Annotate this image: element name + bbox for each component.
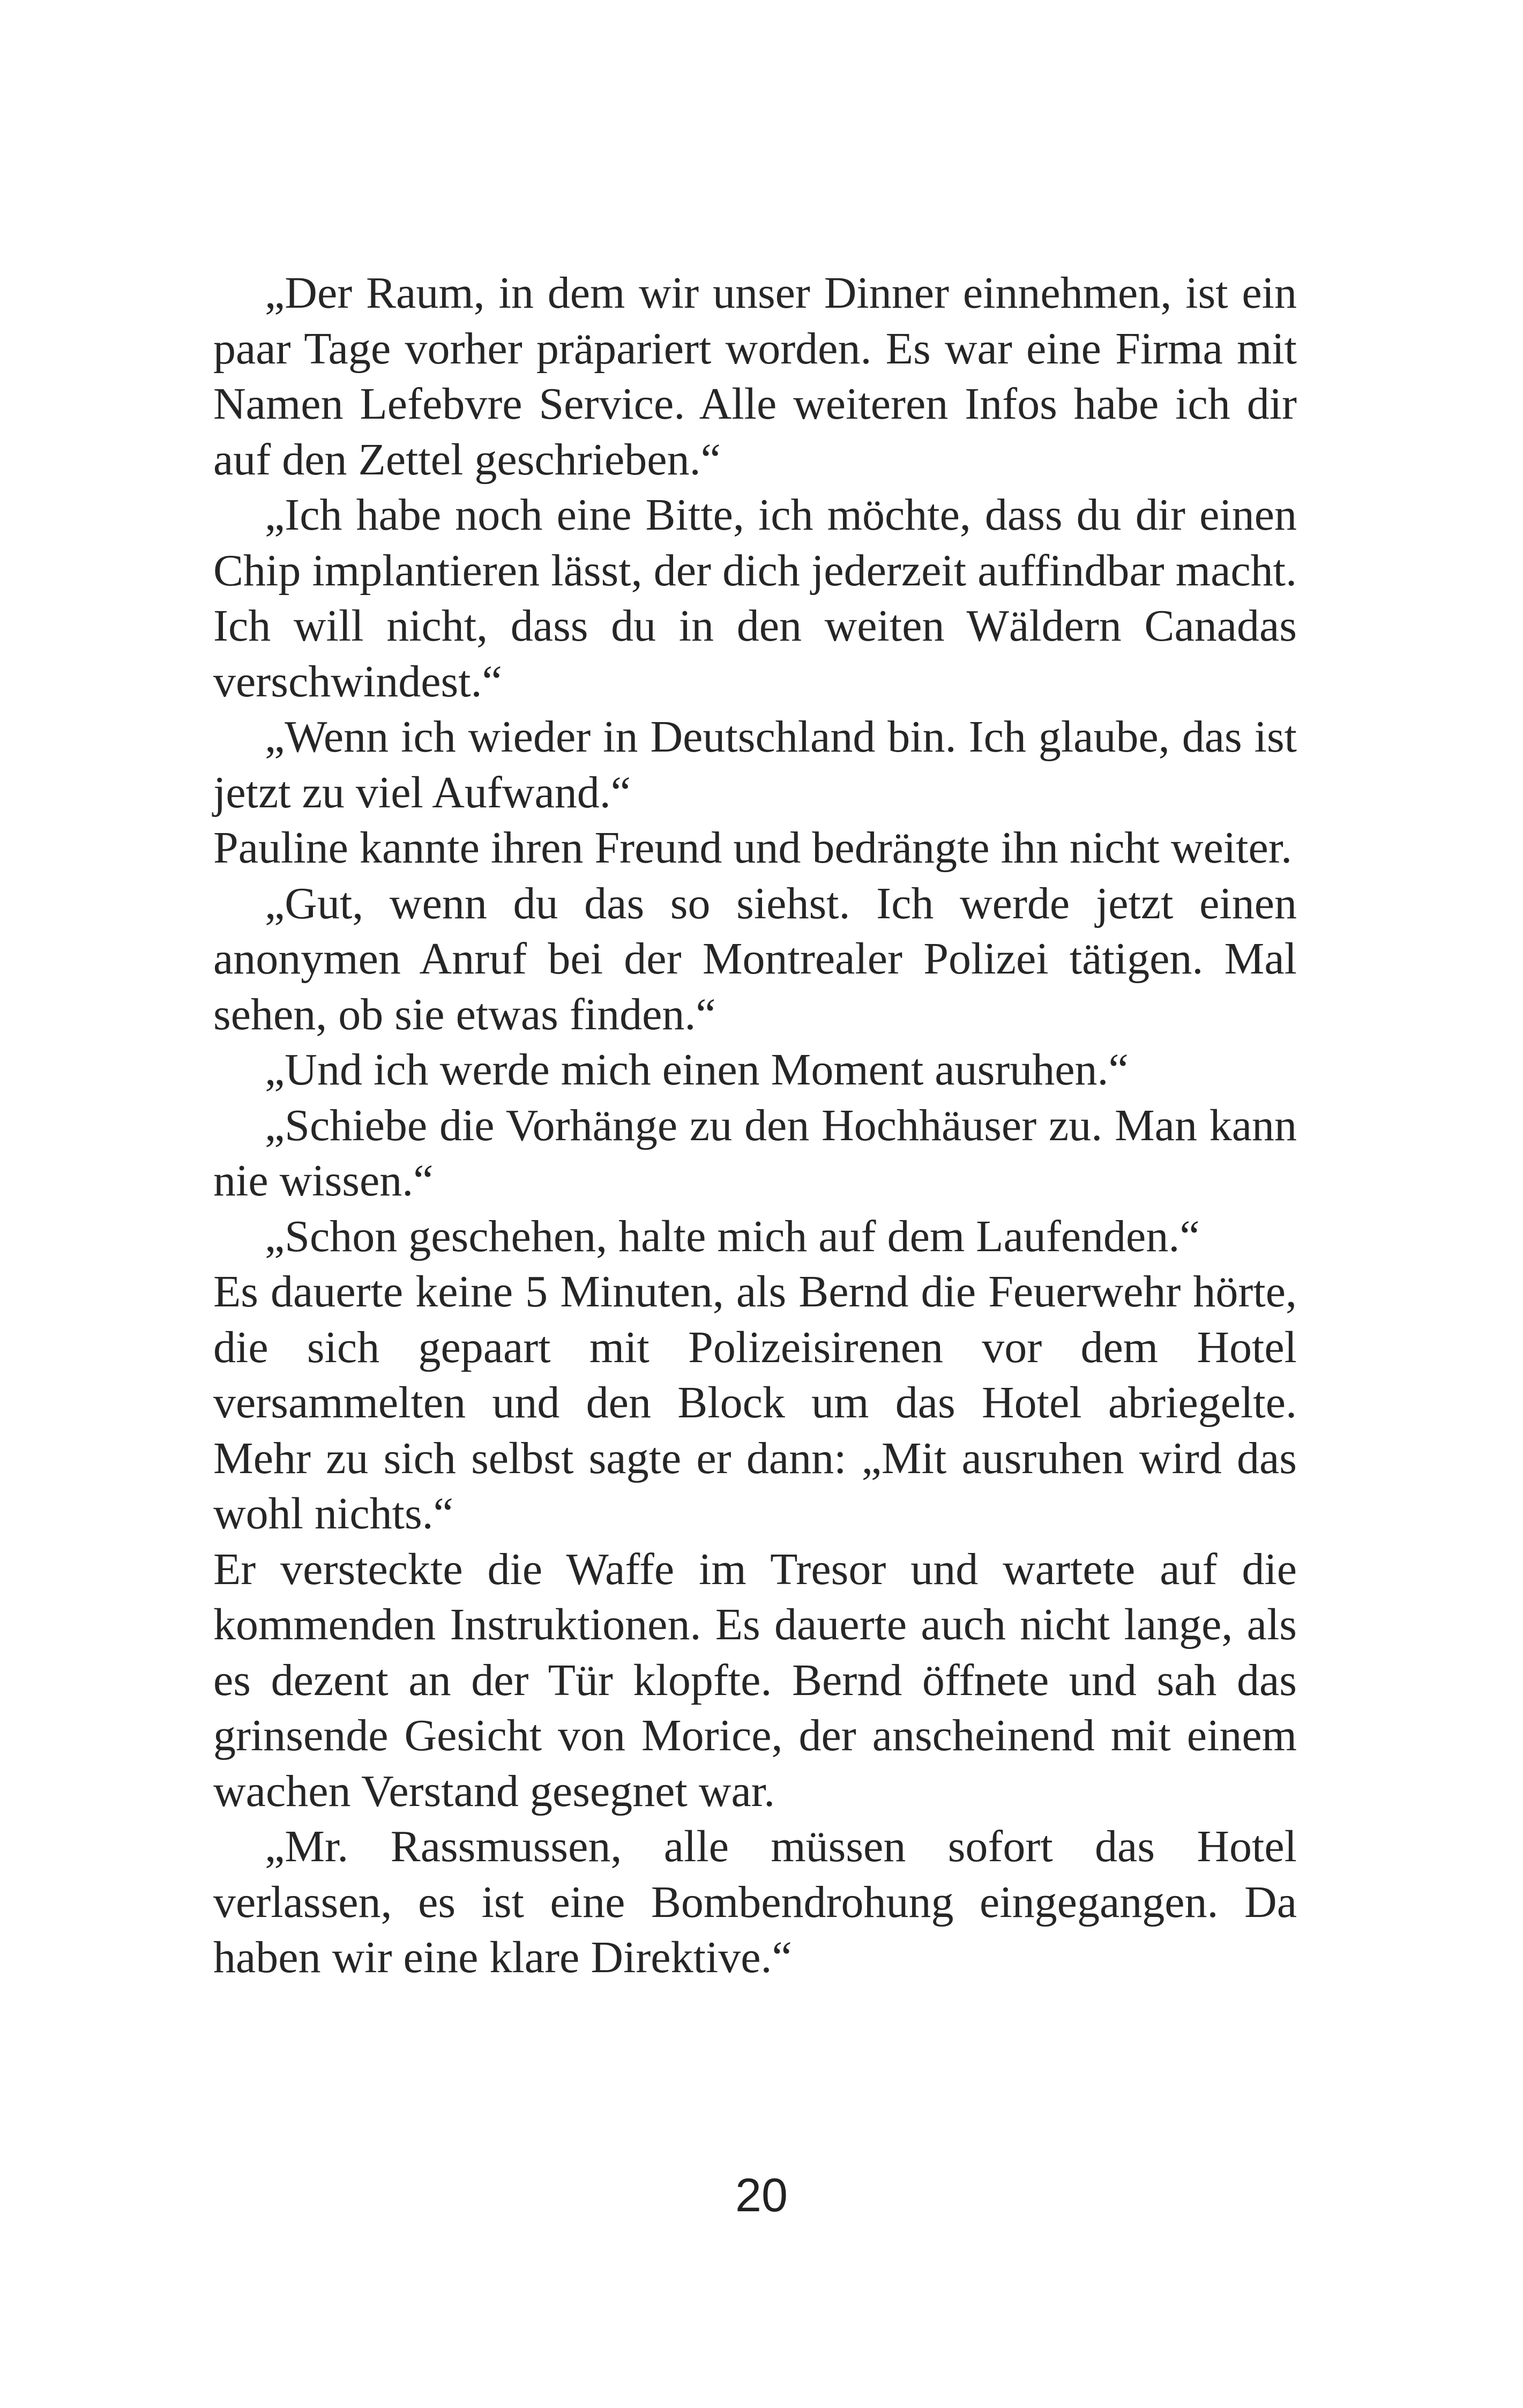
page-number: 20 <box>735 2168 788 2221</box>
paragraph: Pauline kannte ihren Freund und bedrängte ihn nicht weiter. <box>213 823 1293 873</box>
body-text <box>213 265 1297 1986</box>
paragraph: „Mr. Rassmussen, alle müssen sofort das Hotel verlassen, es ist eine Bombendrohung eingegangen. Da haben wir eine klare Direktive.“ <box>213 1822 1297 1982</box>
paragraph: „Gut, wenn du das so siehst. Ich werde jetzt einen anonymen Anruf bei der Montrealer Polizei tätigen. Mal sehen, ob sie etwas finden.“ <box>213 878 1297 1039</box>
paragraph: „Der Raum, in dem wir unser Dinner einnehmen, ist ein paar Tage vorher präpariert worden. Es war eine Firma mit Namen Lefebvre Service. Alle weiteren Infos habe ich dir auf den Zettel geschrieben.“ <box>213 268 1297 485</box>
paragraph: Es dauerte keine 5 Minuten, als Bernd die Feuerwehr hörte, die sich gepaart mit Polizeisirenen vor dem Hotel versammelten und den Block um das Hotel abriegelte. Mehr zu sich selbst sagte er dann: „Mit ausruhen wird das wohl nichts.“ <box>213 1267 1297 1539</box>
paragraph: „Schon geschehen, halte mich auf dem Laufenden.“ <box>265 1211 1200 1261</box>
paragraph: „Und ich werde mich einen Moment ausruhen.“ <box>265 1045 1129 1095</box>
paragraph: „Wenn ich wieder in Deutschland bin. Ich glaube, das ist jetzt zu viel Aufwand.“ <box>213 712 1297 817</box>
paragraph: „Schiebe die Vorhänge zu den Hochhäuser zu. Man kann nie wissen.“ <box>213 1100 1297 1206</box>
paragraph: „Ich habe noch eine Bitte, ich möchte, dass du dir einen Chip implantieren lässt, der dich jederzeit auffindbar macht. Ich will nicht, dass du in den weiten Wäldern Canadas verschwindest.“ <box>213 490 1297 707</box>
paragraph: Er versteckte die Waffe im Tresor und wartete auf die kommenden Instruktionen. Es dauerte auch nicht lange, als es dezent an der Tür klopfte. Bernd öffnete und sah das grinsende Gesicht von Morice, der anscheinend mit einem wachen Verstand gesegnet war. <box>213 1544 1297 1816</box>
